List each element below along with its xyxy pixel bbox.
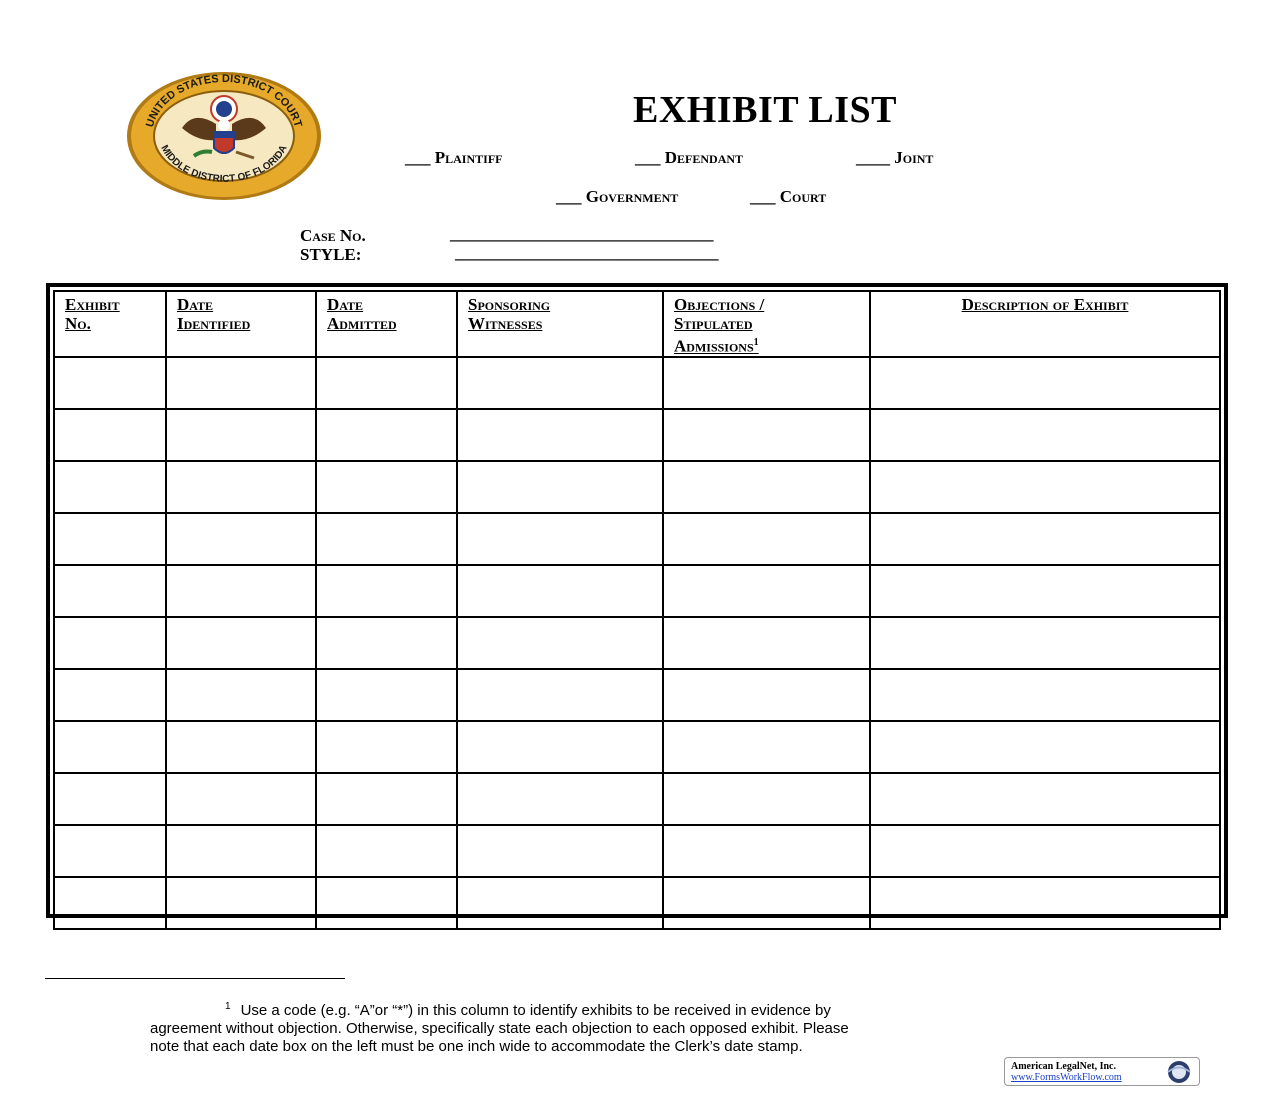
- style-label: STYLE:: [300, 245, 362, 264]
- table-cell[interactable]: [316, 669, 457, 721]
- table-cell[interactable]: [166, 877, 316, 929]
- publisher-name: American LegalNet, Inc.: [1011, 1061, 1116, 1072]
- table-cell[interactable]: [316, 773, 457, 825]
- table-cell[interactable]: [166, 721, 316, 773]
- exhibit-table-frame: [46, 283, 1228, 918]
- table-cell[interactable]: [870, 461, 1220, 513]
- party-joint[interactable]: [856, 148, 933, 168]
- table-cell[interactable]: [166, 565, 316, 617]
- defendant-label: Defendant: [664, 148, 744, 167]
- table-cell[interactable]: [663, 721, 870, 773]
- table-cell[interactable]: [166, 773, 316, 825]
- table-body: [54, 357, 1220, 929]
- table-row: [54, 669, 1220, 721]
- case-no-label: Case No.: [300, 226, 366, 245]
- party-government[interactable]: [556, 187, 678, 207]
- table-cell[interactable]: [54, 565, 166, 617]
- table-cell[interactable]: [870, 721, 1220, 773]
- footnote-line-1: Use a code (e.g. “A”or “*”) in this column to identify exhibits to be received in evidence by: [240, 1002, 831, 1019]
- table-cell[interactable]: [316, 877, 457, 929]
- table-row: [54, 513, 1220, 565]
- party-defendant[interactable]: [635, 148, 743, 168]
- table-cell[interactable]: [870, 773, 1220, 825]
- court-blank: ___: [750, 187, 780, 206]
- table-row: [54, 721, 1220, 773]
- table-cell[interactable]: [54, 513, 166, 565]
- joint-label: Joint: [894, 148, 934, 167]
- table-cell[interactable]: [166, 357, 316, 409]
- col-description: Description of Exhibit: [870, 291, 1220, 357]
- court-seal: [124, 70, 324, 202]
- table-cell[interactable]: [663, 461, 870, 513]
- table-cell[interactable]: [663, 565, 870, 617]
- publisher-link[interactable]: www.FormsWorkFlow.com: [1011, 1072, 1122, 1083]
- table-cell[interactable]: [54, 721, 166, 773]
- table-cell[interactable]: [457, 409, 663, 461]
- table-row: [54, 461, 1220, 513]
- table-cell[interactable]: [663, 409, 870, 461]
- table-cell[interactable]: [457, 565, 663, 617]
- table-cell[interactable]: [316, 825, 457, 877]
- table-cell[interactable]: [663, 357, 870, 409]
- table-cell[interactable]: [166, 461, 316, 513]
- table-cell[interactable]: [870, 409, 1220, 461]
- table-cell[interactable]: [663, 617, 870, 669]
- table-cell[interactable]: [663, 877, 870, 929]
- seal-top-text: UNITED STATES DISTRICT COURT: [144, 72, 304, 129]
- col-sponsoring-witnesses: Sponsoring Witnesses: [457, 291, 663, 357]
- table-row: [54, 565, 1220, 617]
- footnote: [150, 998, 1110, 1056]
- style-field[interactable]: _______________________________: [455, 243, 719, 262]
- table-cell[interactable]: [663, 669, 870, 721]
- table-cell[interactable]: [457, 513, 663, 565]
- table-cell[interactable]: [316, 409, 457, 461]
- table-cell[interactable]: [54, 461, 166, 513]
- table-cell[interactable]: [457, 825, 663, 877]
- table-cell[interactable]: [54, 669, 166, 721]
- table-row: [54, 877, 1220, 929]
- table-cell[interactable]: [457, 721, 663, 773]
- table-cell[interactable]: [166, 513, 316, 565]
- table-header-row: [54, 291, 1220, 357]
- plaintiff-blank: ___: [405, 148, 435, 167]
- footnote-ref: 1: [753, 337, 759, 348]
- table-cell[interactable]: [316, 721, 457, 773]
- footnote-line-2: agreement without objection. Otherwise, specifically state each objection to each opposed exhibit. Please: [150, 1020, 849, 1037]
- col-date-admitted: Date Admitted: [316, 291, 457, 357]
- table-row: [54, 773, 1220, 825]
- table-cell[interactable]: [457, 617, 663, 669]
- table-cell[interactable]: [166, 669, 316, 721]
- table-cell[interactable]: [54, 773, 166, 825]
- footnote-line-3: note that each date box on the left must be one inch wide to accommodate the Clerk’s date stamp.: [150, 1038, 803, 1055]
- table-cell[interactable]: [870, 617, 1220, 669]
- party-plaintiff[interactable]: [405, 148, 502, 168]
- col-date-identified: Date Identified: [166, 291, 316, 357]
- table-cell[interactable]: [457, 773, 663, 825]
- table-cell[interactable]: [870, 669, 1220, 721]
- globe-icon: [1162, 1059, 1196, 1085]
- table-cell[interactable]: [316, 357, 457, 409]
- table-cell[interactable]: [316, 513, 457, 565]
- table-cell[interactable]: [166, 409, 316, 461]
- table-cell[interactable]: [166, 617, 316, 669]
- table-cell[interactable]: [54, 617, 166, 669]
- table-cell[interactable]: [870, 357, 1220, 409]
- page-title: EXHIBIT LIST: [632, 89, 898, 131]
- table-cell[interactable]: [54, 409, 166, 461]
- table-cell[interactable]: [457, 357, 663, 409]
- table-cell[interactable]: [54, 357, 166, 409]
- footnote-divider: [45, 978, 345, 979]
- col-exhibit-no: Exhibit No.: [54, 291, 166, 357]
- table-cell[interactable]: [870, 825, 1220, 877]
- table-cell[interactable]: [663, 513, 870, 565]
- government-blank: ___: [556, 187, 586, 206]
- table-row: [54, 357, 1220, 409]
- party-court[interactable]: [750, 187, 826, 207]
- table-cell[interactable]: [316, 461, 457, 513]
- plaintiff-label: Plaintiff: [434, 148, 503, 167]
- table-cell[interactable]: [663, 773, 870, 825]
- government-label: Government: [585, 187, 679, 206]
- col-objections: Objections / Stipulated Admissions$^1$: [663, 291, 870, 357]
- exhibit-table: [53, 290, 1221, 930]
- table-cell[interactable]: [166, 825, 316, 877]
- table-cell[interactable]: [316, 617, 457, 669]
- table-row: [54, 825, 1220, 877]
- table-cell[interactable]: [457, 461, 663, 513]
- table-cell[interactable]: [457, 669, 663, 721]
- defendant-blank: ___: [635, 148, 665, 167]
- table-cell[interactable]: [663, 825, 870, 877]
- footnote-marker: 1: [225, 1001, 231, 1012]
- table-cell[interactable]: [316, 565, 457, 617]
- publisher-badge[interactable]: [1004, 1057, 1200, 1086]
- table-cell[interactable]: [870, 565, 1220, 617]
- table-cell[interactable]: [54, 825, 166, 877]
- seal-bottom-text: MIDDLE DISTRICT OF FLORIDA: [158, 143, 290, 185]
- table-cell[interactable]: [870, 513, 1220, 565]
- table-cell[interactable]: [54, 877, 166, 929]
- case-no-field[interactable]: _______________________________: [450, 224, 714, 243]
- table-row: [54, 409, 1220, 461]
- court-label: Court: [779, 187, 827, 206]
- table-row: [54, 617, 1220, 669]
- table-cell[interactable]: [457, 877, 663, 929]
- table-cell[interactable]: [870, 877, 1220, 929]
- joint-blank: ____: [856, 148, 895, 167]
